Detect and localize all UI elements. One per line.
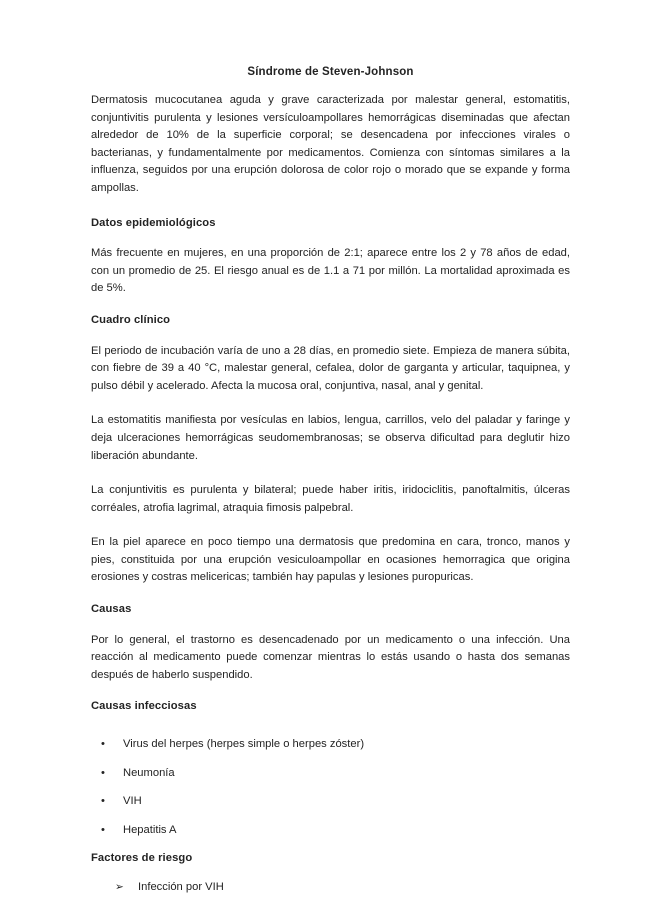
- list-item: [91, 765, 570, 783]
- list-item: [91, 822, 570, 840]
- list-item-label: Infección por VIH: [138, 881, 224, 893]
- list-item-label: VIH: [123, 795, 142, 808]
- heading-factores-de-riesgo: Factores de riesgo: [91, 852, 193, 865]
- bullet-icon: •: [101, 738, 105, 751]
- bullet-icon: •: [101, 823, 105, 836]
- heading-causas: Causas: [91, 603, 132, 616]
- list-item-label: Hepatitis A: [123, 823, 177, 836]
- paragraph-cuadro-clinico-2: La estomatitis manifiesta por vesículas en labios, lengua, carrillos, velo del paladar y faringe y deja ulceraciones hemorrágicas seudomembranosas; se observa dificultad para deglutir hizo liberación abundante.: [91, 414, 570, 462]
- arrow-bullet-icon: ➢: [115, 881, 124, 893]
- paragraph-cuadro-clinico-3: La conjuntivitis es purulenta y bilateral; puede haber iritis, iridociclitis, panoftalmitis, úlceras corréales, atrofia lagrimal, atraquia fimosis palpebral.: [91, 484, 570, 514]
- paragraph-causas: Por lo general, el trastorno es desencadenado por un medicamento o una infección. Una reacción al medicamento puede comenzar mientras lo estás usando o hasta dos semanas después de haberlo suspendido.: [91, 633, 570, 681]
- list-item-label: Neumonía: [123, 766, 175, 779]
- bullet-icon: •: [101, 766, 105, 779]
- list-item: [91, 736, 570, 754]
- paragraph-datos-epidemiologicos: Más frecuente en mujeres, en una proporción de 2:1; aparece entre los 2 y 78 años de edad, con un promedio de 25. El riesgo anual es de 1.1 a 71 por millón. La mortalidad aproximada es de 5%.: [91, 247, 570, 295]
- list-item: [91, 793, 570, 811]
- list-item-label: Virus del herpes (herpes simple o herpes zóster): [123, 738, 365, 751]
- heading-causas-infecciosas: Causas infecciosas: [91, 700, 197, 713]
- heading-cuadro-clinico: Cuadro clínico: [91, 313, 171, 326]
- factores-de-riesgo-list: [91, 879, 570, 897]
- paragraph-cuadro-clinico-4: En la piel aparece en poco tiempo una dermatosis que predomina en cara, tronco, manos y pies, constituida por una erupción vesiculoampollar en ocasiones hemorragica que origina erosiones y costras melicericas; también hay papulas y lesiones puropuricas.: [91, 536, 570, 584]
- causas-infecciosas-list: [91, 736, 570, 839]
- intro-paragraph: Dermatosis mucocutanea aguda y grave caracterizada por malestar general, estomatitis, conjuntivitis purulenta y lesiones versículoampollares hemorrágicas diseminadas que afectan alrededor de 10% de la superficie corporal; se desencadena por infecciones virales o bacterianas, y fundamentalmente por medicamentos. Comienza con síntomas similares a la influenza, seguidos por una erupción dolorosa de color rojo o morado que se expande y forma ampollas.: [91, 94, 570, 194]
- paragraph-cuadro-clinico-1: El periodo de incubación varía de uno a 28 días, en promedio siete. Empieza de manera súbita, con fiebre de 39 a 40 °C, malestar general, cefalea, dolor de garganta y articular, taquipnea, y pulso débil y acelerado. Afecta la mucosa oral, conjuntiva, nasal, anal y genital.: [91, 344, 570, 392]
- list-item: [91, 879, 570, 897]
- bullet-icon: •: [101, 795, 105, 808]
- page-title: Síndrome de Steven-Johnson: [247, 66, 414, 78]
- heading-datos-epidemiologicos: Datos epidemiológicos: [91, 216, 216, 229]
